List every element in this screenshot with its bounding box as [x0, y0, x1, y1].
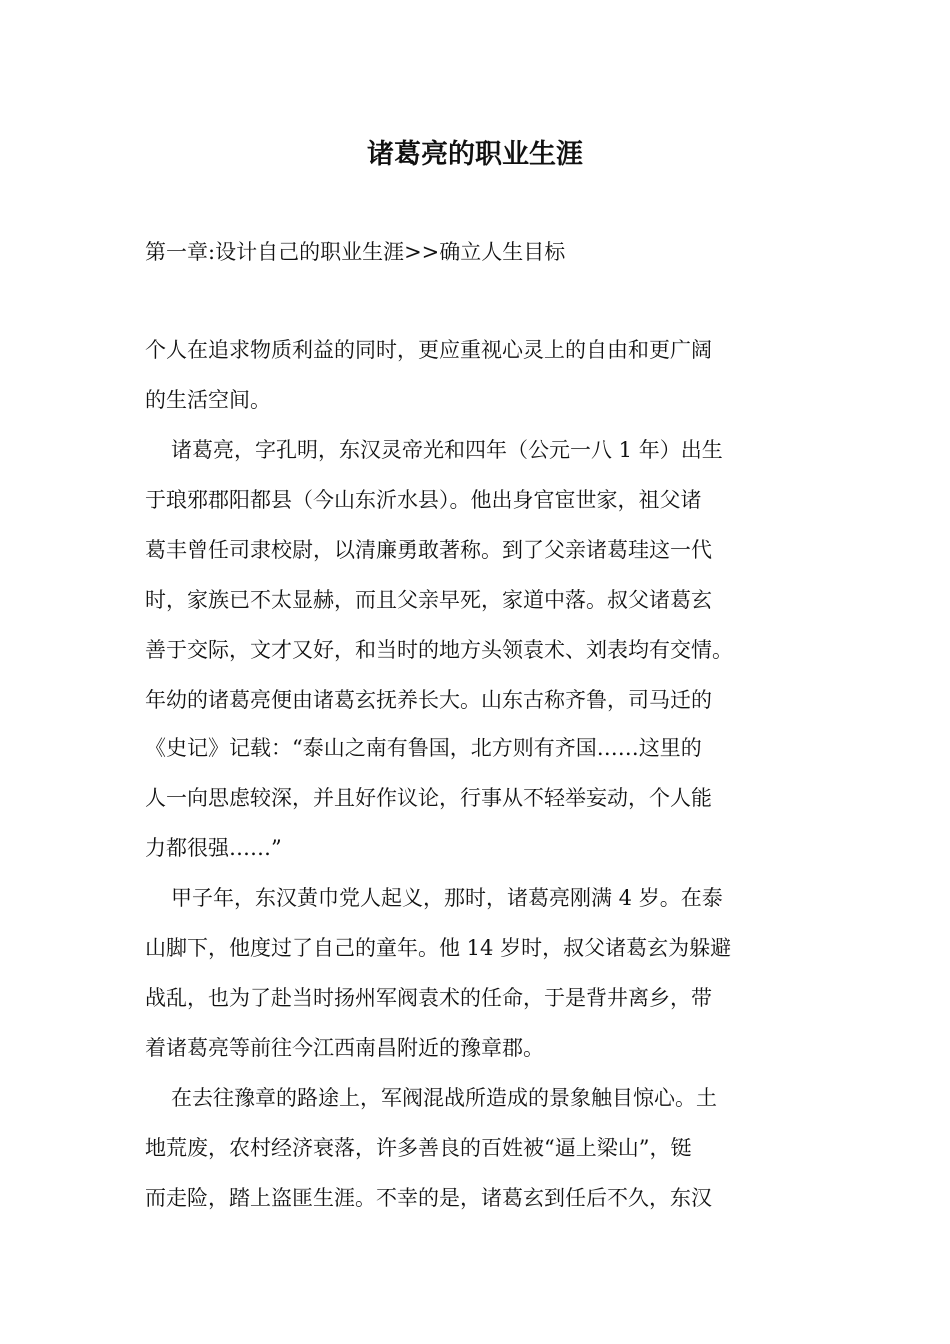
text-line: 着诸葛亮等前往今江西南昌附近的豫章郡。 — [145, 1036, 544, 1060]
text-line: 甲子年，东汉黄巾党人起义，那时，诸葛亮刚满 4 岁。在泰 — [171, 886, 723, 910]
text-line: 于琅邪郡阳都县（今山东沂水县）。他出身官宦世家，祖父诸 — [145, 488, 702, 512]
text-line: 战乱，也为了赴当时扬州军阀袁术的任命，于是背井离乡，带 — [145, 986, 712, 1010]
text-line: 的生活空间。 — [145, 388, 271, 412]
text-line: 时，家族已不太显赫，而且父亲早死，家道中落。叔父诸葛玄 — [145, 588, 712, 612]
text-line: 力都很强……” — [145, 836, 282, 860]
text-line: 葛丰曾任司隶校尉，以清廉勇敢著称。到了父亲诸葛珪这一代 — [145, 538, 712, 562]
text-line: 诸葛亮，字孔明，东汉灵帝光和四年（公元一八 1 年）出生 — [171, 438, 723, 462]
text-line: 人一向思虑较深，并且好作议论，行事从不轻举妄动，个人能 — [145, 786, 712, 810]
text-line: 在去往豫章的路途上，军阀混战所造成的景象触目惊心。土 — [171, 1086, 717, 1110]
text-line: 地荒废，农村经济衰落，许多善良的百姓被“逼上梁山”，铤 — [145, 1136, 692, 1160]
text-line: 而走险，踏上盗匪生涯。不幸的是，诸葛玄到任后不久，东汉 — [145, 1186, 712, 1210]
text-line: 山脚下，他度过了自己的童年。他 14 岁时，叔父诸葛玄为躲避 — [145, 936, 732, 960]
text-line: 善于交际，文才又好，和当时的地方头领袁术、刘表均有交情。 — [145, 638, 733, 662]
text-line: 《史记》记载：“泰山之南有鲁国，北方则有齐国……这里的 — [145, 736, 702, 760]
text-line: 年幼的诸葛亮便由诸葛玄抚养长大。山东古称齐鲁，司马迁的 — [145, 688, 712, 712]
document-title: 诸葛亮的职业生涯 — [367, 139, 583, 170]
chapter-heading: 第一章:设计自己的职业生涯>>确立人生目标 — [145, 240, 566, 264]
text-line: 个人在追求物质利益的同时，更应重视心灵上的自由和更广阔 — [145, 338, 712, 362]
